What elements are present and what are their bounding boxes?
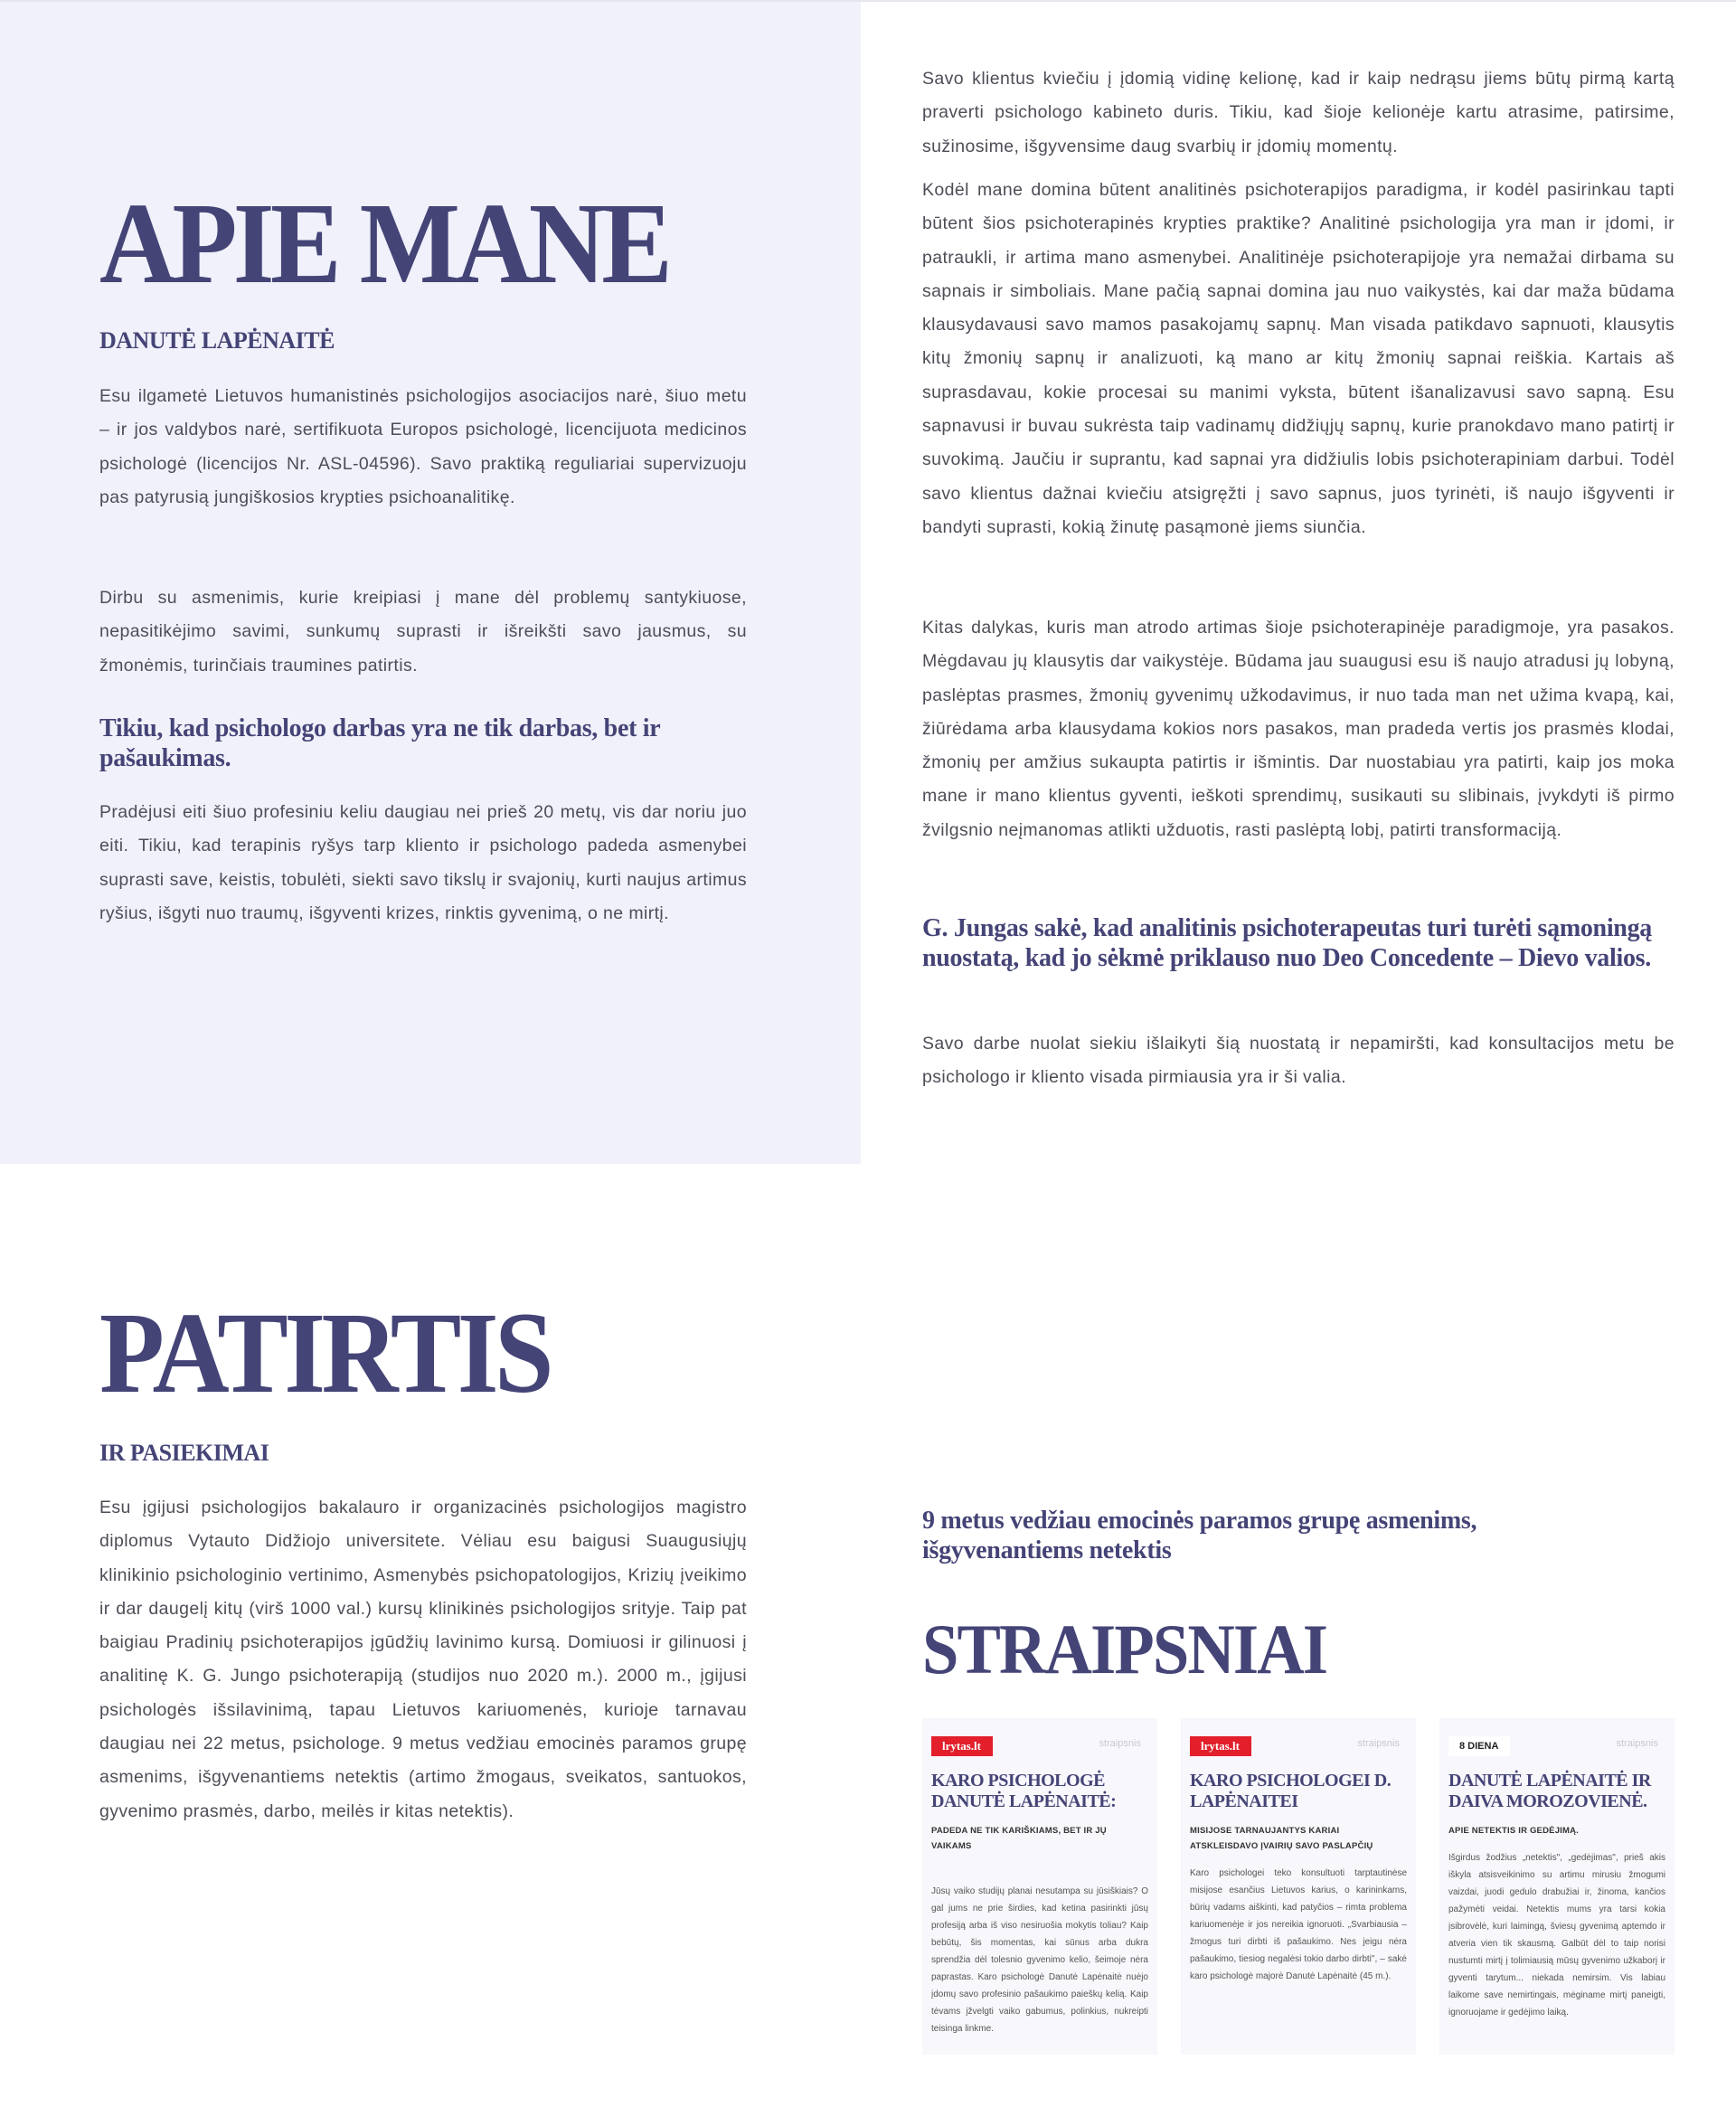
about-paragraph: Pradėjusi eiti šiuo profesiniu keliu daugiau nei prieš 20 metų, vis dar noriu juo eiti. Tikiu, kad terapinis ryšys tarp kliento ir psichologo padeda asmenybei suprasti save, keistis, tobulėti, siekti savo tikslų ir svajonių, kurti naujus artimus ryšius, išgyti nuo traumų, išgyventi krizes, rinktis gyvenimą, o ne mirtį. <box>99 802 747 923</box>
experience-highlight: 9 metus vedžiau emocinės paramos grupę asmenims, išgyvenantiems netektis <box>922 1507 1477 1564</box>
about-title: APIE MANE <box>99 179 669 307</box>
experience-title: PATIRTIS <box>99 1289 550 1417</box>
right-paragraph: Kitas dalykas, kuris man atrodo artimas šioje psichoterapinėje paradigmoje, yra pasakos. Mėgdavau jų klausytis dar vaikystėje. Būdama jau suaugusi esu iš naujo atradusi jų lobyną, paslėptas prasmes, žmonių gyvenimų užkodavimus, ir nuo tada man net užima kvapą, kai, žiūrėdama arba klausydama kokios nors pasakos, man pradeda vertis jos prasmės klodai, žmonių per amžius sukaupta patirtis ir išmintis. Dar nuostabiau yra patirti, kaip jos moka mane ir mano klientus gyventi, ieškoti sprendimų, susikauti su slibinais, įvykdyti iš pirmo žvilgsnio neįmanomas atlikti užduotis, rasti paslėptą lobį, patirti transformaciją. <box>922 618 1675 840</box>
article-excerpt: Karo psichologei teko konsultuoti tarptautinėse misijose esančius Lietuvos karius, o karininkams, būrių vadams aiškinti, kad patyčios – rimta problema kariuomenėje ir jos nereikia ignoruoti. „Svarbiausia – žmogus turi dirbti iš pašaukimo. Nes jeigu nėra pašaukimo, tiesiog negalėsi tokio darbo dirbti", – sakė karo psichologė majorė Danutė Lapėnaitė (45 m.). <box>1190 1868 1407 1981</box>
about-paragraph: Esu ilgametė Lietuvos humanistinės psichologijos asociacijos narė, šiuo metu – ir jos valdybos narė, sertifikuota Europos psichologė, licencijuota medicinos psichologė (licencijos Nr. ASL-04596). Savo praktiką reguliariai supervizuoju pas patyrusią jungiškosios krypties psichoanalitikę. <box>99 386 747 507</box>
about-paragraph: Dirbu su asmenimis, kurie kreipiasi į mane dėl problemų santykiuose, nepasitikėjimo savimi, sunkumų suprasti ir išreikšti savo jausmus, su žmonėmis, turinčiais traumines patirtis. <box>99 588 747 676</box>
articles-title: STRAIPSNIAI <box>922 1610 1327 1688</box>
article-excerpt: Išgirdus žodžius „netektis", „gedėjimas", prieš akis iškyla atsisveikinimo su artimu mirusiu žmogumi vaizdai, juodi gedulo drabužiai ir, žinoma, kančios pažymėti veidai. Netektis mums yra tarsi kokia įsibrovėlė, kuri laimingą, šviesų gyvenimą aptemdo ir atveria vien tik skausmą. Galbūt dėl to taip norisi nustumti mirtį į tolimiausią mūsų gyvenimo užkaborį ir gyventi tarytum... niekada nemirsim. Vis labiau laikome save nemirtingais, mėginame mirtį paneigti, ignoruojame ir gedėjimo laiką. <box>1448 1853 1665 2018</box>
article-title[interactable]: DANUTĖ LAPĖNAITĖ IR DAIVA MOROZOVIENĖ. <box>1448 1771 1651 1811</box>
source-logo: lrytas.lt <box>931 1736 993 1756</box>
experience-paragraph: Esu įgijusi psichologijos bakalauro ir organizacinės psichologijos magistro diplomus Vytauto Didžiojo universitete. Vėliau esu baigusi Suaugusiųjų klinikinio psichologinio vertinimo, Asmenybės psichopatologijos, Krizių įveikimo ir dar daugelį kitų (virš 1000 val.) kursų klinikinės psichologijos srityje. Taip pat baigiau Pradinių psichoterapijos įgūdžių lavinimo kursą. Domiuosi ir gilinuosi į analitinę K. G. Jungo psichoterapiją (studijos nuo 2020 m.). 2000 m., įgijusi psichologės išsilavinimą, tapau Lietuvos kariuomenės, kurioje tarnavau daugiau nei 22 metus, psichologe. 9 metus vedžiau emocinės paramos grupę asmenims, išgyvenantiems netektis (artimo žmogaus, sveikatos, santuokos, gyvenimo prasmės, darbo, meilės ir kitas netektis). <box>99 1498 747 1821</box>
article-subtitle: MISIJOSE TARNAUJANTYS KARIAI ATSKLEISDAVO ĮVAIRIŲ SAVO PASLAPČIŲ <box>1190 1826 1373 1851</box>
article-card[interactable] <box>1439 1718 1675 2055</box>
article-title[interactable]: KARO PSICHOLOGĖ DANUTĖ LAPĖNAITĖ: <box>931 1771 1117 1811</box>
article-subtitle: APIE NETEKTIS IR GEDĖJIMĄ. <box>1448 1826 1580 1836</box>
article-kind: straipsnis <box>1357 1738 1400 1749</box>
right-paragraph: Savo klientus kviečiu į įdomią vidinę kelionę, kad ir kaip nedrąsu jiems būtų pirmą kartą praverti psichologo kabineto duris. Tikiu, kad šioje kelionėje kartu atrasime, patirsime, sužinosime, išgyvensime daug svarbių ir įdomių momentų. <box>922 69 1675 156</box>
article-kind: straipsnis <box>1099 1738 1141 1749</box>
article-excerpt: Jūsų vaiko studijų planai nesutampa su jūsiškiais? O gal jums ne prie širdies, kad ketina pasirinkti jūsų profesiją arba iš viso nesiruošia mokytis toliau? Kaip bebūtų, šis momentas, kai sūnus arba dukra sprendžia dėl tolesnio gyvenimo kelio, šeimoje nėra paprastas. Karo psichologė Danutė Lapėnaitė nuėjo įdomų savo profesinio pašaukimo paieškų kelią. Kaip tėvams įžvelgti vaiko gabumus, polinkius, nukreipti teisinga linkme. <box>931 1886 1148 2034</box>
about-quote: Tikiu, kad psichologo darbas yra ne tik darbas, bet ir pašaukimas. <box>99 714 660 772</box>
right-paragraph: Kodėl mane domina būtent analitinės psichoterapijos paradigma, ir kodėl pasirinkau tapti būtent šios psichoterapinės krypties praktike? Analitinė psichologija yra man ir įdomi, ir patraukli, ir artima mano asmenybei. Analitinėje psichoterapijoje yra nemažai dirbama su sapnais ir simboliais. Mane pačią sapnai domina jau nuo vaikystės, kai dar maža būdama klausydavausi savo mamos pasakojamų sapnų. Man visada patikdavo sapnuoti, klausytis kitų žmonių sapnų ir analizuoti, ką mano ar kitų žmonių sapnai reiškia. Kartais aš suprasdavau, kokie procesai su manimi vyksta, būtent išanalizavusi savo sapną. Esu sapnavusi ir buvau sukrėsta taip vadinamų didžiųjų sapnų, kurie pranokdavo mano patirtį ir suvokimą. Jaučiu ir suprantu, kad sapnai yra didžiulis lobis psichoterapiniam darbui. Todėl savo klientus dažnai kviečiu atsigręžti į savo sapnus, juos tyrinėti, iš naujo išgyventi ir bandyti suprasti, kokią žinutę pasąmonė jiems siunčia. <box>922 180 1675 537</box>
right-quote: G. Jungas sakė, kad analitinis psichoterapeutas turi turėti sąmoningą nuostatą, kad jo sėkmė priklauso nuo Deo Concedente – Dievo valios. <box>922 914 1652 972</box>
article-kind: straipsnis <box>1616 1738 1658 1749</box>
article-card[interactable] <box>1181 1718 1416 2055</box>
about-name: DANUTĖ LAPĖNAITĖ <box>99 327 335 354</box>
article-subtitle: PADEDA NE TIK KARIŠKIAMS, BET IR JŲ VAIKAMS <box>931 1826 1107 1851</box>
experience-subtitle: IR PASIEKIMAI <box>99 1440 269 1466</box>
source-logo: 8 DIENA <box>1448 1736 1510 1756</box>
article-card[interactable] <box>922 1718 1157 2055</box>
source-logo: lrytas.lt <box>1190 1736 1251 1756</box>
right-paragraph: Savo darbe nuolat siekiu išlaikyti šią nuostatą ir nepamiršti, kad konsultacijos metu be psichologo ir kliento visada pirmiausia yra ir ši valia. <box>922 1034 1675 1088</box>
article-title[interactable]: KARO PSICHOLOGEI D. LAPĖNAITEI <box>1190 1771 1392 1811</box>
